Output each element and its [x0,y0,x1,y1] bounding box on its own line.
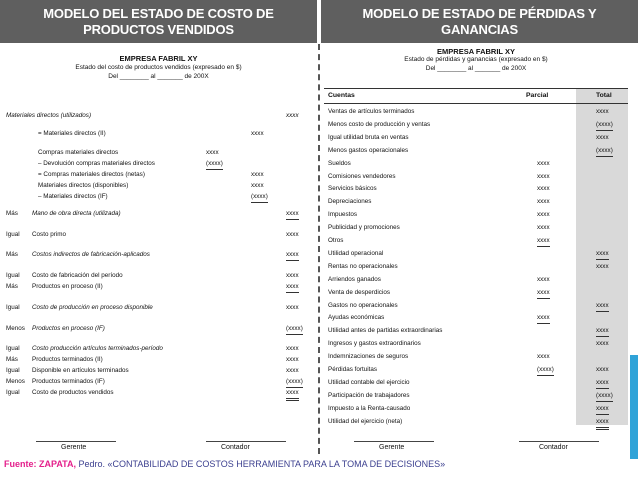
table-row [6,303,311,313]
row-label: Depreciaciones [328,198,372,206]
table-row [6,209,311,219]
row-partial: xxxx [537,236,550,247]
row-label: Otros [328,237,344,244]
row-label: Comisiones vendedores [328,172,396,180]
table-row [6,148,311,158]
row-total: xxxx [596,249,609,260]
row-prefix: Más [6,210,18,217]
col-header-total: Total [596,92,612,99]
signature-manager-right: Gerente [379,444,405,451]
table-header [324,88,628,104]
row-label: Menos costo de producción y ventas [328,120,431,128]
row-label: Utilidad contable del ejercicio [328,378,410,386]
row-partial: xxxx [537,172,550,180]
row-label: Costo de productos vendidos [32,389,114,396]
row-label: Costo de fabricación del período [32,272,123,279]
row-partial: xxxx [537,288,550,299]
row-label: Materiales directos (utilizados) [6,112,92,119]
row-total: xxxx [596,301,609,312]
left-doc-subtitle: Estado del costo de productos vendidos (expresado en $) [75,64,242,71]
col-header-parcial: Parcial [526,92,549,99]
row-label: Disponible en artículos terminados [32,367,129,374]
row-partial: xxxx [537,353,550,361]
row-total: xxxx [286,209,299,220]
table-row [6,230,311,240]
table-row [324,197,628,207]
row-total: xxxx [596,262,609,270]
table-row [6,159,311,169]
signature-manager: Gerente [61,444,87,451]
table-row [324,326,628,336]
row-label: Mano de obra directa (utilizada) [32,210,121,217]
row-subtotal: xxxx [251,182,264,189]
table-row [324,352,628,362]
row-partial: xxxx [537,159,550,167]
accent-bar [630,355,638,459]
row-label: Ventas de artículos terminados [328,108,415,115]
row-partial: xxxx [537,211,550,219]
row-partial: (xxxx) [537,365,554,376]
left-section-title: MODELO DEL ESTADO DE COSTO DE PRODUCTOS VENDIDOS [0,0,317,43]
row-partial: xxxx [537,275,550,283]
row-partial: (xxxx) [206,159,223,170]
row-total: xxxx [286,250,299,261]
row-label: Pérdidas fortuitas [328,366,378,373]
table-row [324,120,628,130]
table-row [324,391,628,401]
left-doc-period: Del ________ al _______ de 200X [108,73,209,80]
left-doc-company: EMPRESA FABRIL XY [119,54,198,63]
right-doc-company: EMPRESA FABRIL XY [437,47,515,56]
row-label: Sueldos [328,159,351,167]
row-prefix: Más [6,356,18,363]
row-label: Impuesto a la Renta-causado [328,404,411,412]
table-row [6,344,311,354]
row-label: Impuestos [328,211,358,219]
row-total: xxxx [596,108,609,115]
row-label: Productos en proceso (IF) [32,325,105,332]
table-row [6,366,311,376]
table-row [324,249,628,259]
row-total: xxxx [596,417,609,430]
row-partial: xxxx [206,149,219,156]
right-doc-period: Del ________ al _______ de 200X [425,65,527,72]
row-label: Menos gastos operacionales [328,146,409,154]
row-label: Igual utilidad bruta en ventas [328,133,409,141]
row-label: Participación de trabajadores [328,391,410,399]
table-row [6,192,311,202]
row-label: Publicidad y promociones [328,224,400,232]
row-label: – Devolución compras materiales directos [38,160,155,167]
row-subtotal: (xxxx) [251,192,268,203]
row-label: Costo producción artículos terminados-período [32,345,163,352]
row-total: (xxxx) [596,120,613,131]
table-row [324,210,628,220]
row-prefix: Igual [6,345,20,352]
table-row [324,313,628,323]
table-row [324,365,628,375]
cost-statement-document [6,45,311,455]
row-label: = Materiales directos (II) [38,130,106,137]
table-row [324,133,628,143]
row-label: Productos terminados (II) [32,356,103,363]
row-total: xxxx [286,345,299,352]
row-label: Rentas no operacionales [328,262,398,270]
table-row [6,324,311,334]
row-label: Indemnizaciones de seguros [328,353,409,361]
table-row [6,111,311,121]
table-row [324,339,628,349]
signature-line-manager-right [354,441,434,442]
row-label: Gastos no operacionales [328,301,398,309]
source-text: Pedro. «CONTABILIDAD DE COSTOS HERRAMIENTA PARA LA TOMA DE DECISIONES» [76,459,446,469]
row-label: Costo primo [32,231,66,238]
row-prefix: Igual [6,272,20,279]
row-label: Costos indirectos de fabricación-aplicados [32,251,150,258]
row-label: Ingresos y gastos extraordinarios [328,340,421,348]
row-label: = Compras materiales directos (netas) [38,171,145,178]
table-row [324,417,628,427]
row-prefix: Más [6,283,18,290]
table-row [324,172,628,182]
row-partial: xxxx [537,224,550,232]
table-row [6,271,311,281]
table-row [6,388,311,398]
row-label: Compras materiales directos [38,149,119,156]
table-row [324,107,628,117]
row-total: (xxxx) [596,146,613,157]
table-row [6,355,311,365]
row-total: xxxx [286,112,299,119]
row-label: Utilidad del ejercicio (neta) [328,417,403,425]
row-total: xxxx [286,282,299,293]
row-label: – Materiales directos (IF) [38,193,108,200]
table-row [324,404,628,414]
table-row [6,129,311,139]
row-total: xxxx [596,340,609,348]
row-label: Arriendos ganados [328,275,381,283]
col-header-cuentas: Cuentas [328,92,355,99]
row-prefix: Igual [6,389,20,396]
section-divider [318,44,320,454]
row-total: xxxx [596,378,609,389]
row-partial: xxxx [537,198,550,206]
table-row [324,275,628,285]
row-label: Productos en proceso (II) [32,283,103,290]
source-label: Fuente: ZAPATA, [4,459,76,469]
table-row [6,282,311,292]
row-total: xxxx [286,356,299,363]
row-label: Utilidad antes de partidas extraordinarias [328,327,443,335]
table-row [324,262,628,272]
income-statement-document [324,45,628,455]
right-doc-subtitle: Estado de pérdidas y ganancias (expresado en $) [404,56,548,63]
right-section-title: MODELO DE ESTADO DE PÉRDIDAS Y GANANCIAS [321,0,638,43]
row-label: Ayudas económicas [328,314,385,322]
row-prefix: Igual [6,231,20,238]
table-row [324,378,628,388]
row-total: xxxx [286,367,299,374]
row-total: xxxx [286,272,299,279]
row-label: Productos terminados (IF) [32,378,105,385]
row-label: Utilidad operacional [328,249,384,257]
row-partial: xxxx [537,185,550,193]
row-label: Venta de desperdicios [328,288,390,296]
row-total: (xxxx) [286,324,303,335]
row-total: xxxx [286,304,299,311]
row-total: xxxx [596,404,609,415]
row-total: xxxx [596,326,609,337]
table-row [6,377,311,387]
table-row [324,236,628,246]
row-total: (xxxx) [596,391,613,402]
table-row [324,223,628,233]
row-prefix: Igual [6,304,20,311]
row-partial: xxxx [537,313,550,324]
row-total: xxxx [286,231,299,238]
row-prefix: Igual [6,367,20,374]
signature-line-accountant-right [519,441,599,442]
row-label: Materiales directos (disponibles) [38,182,129,189]
row-subtotal: xxxx [251,171,264,178]
table-row [6,170,311,180]
signature-accountant-right: Contador [539,444,568,451]
row-prefix: Más [6,251,18,258]
table-row [6,181,311,191]
row-total: (xxxx) [286,377,303,388]
table-row [324,159,628,169]
row-prefix: Menos [6,325,25,332]
table-row [324,288,628,298]
row-label: Servicios básicos [328,185,377,193]
table-row [324,184,628,194]
source-footer [4,459,445,469]
row-prefix: Menos [6,378,25,385]
signature-accountant: Contador [221,444,250,451]
row-total: xxxx [596,366,609,373]
row-total: xxxx [286,388,299,401]
signature-line-accountant [206,441,286,442]
row-label: Costo de producción en proceso disponible [32,304,153,311]
row-total: xxxx [596,133,609,141]
table-row [324,146,628,156]
table-row [324,301,628,311]
signature-line-manager [36,441,116,442]
row-subtotal: xxxx [251,130,264,137]
table-row [6,250,311,260]
